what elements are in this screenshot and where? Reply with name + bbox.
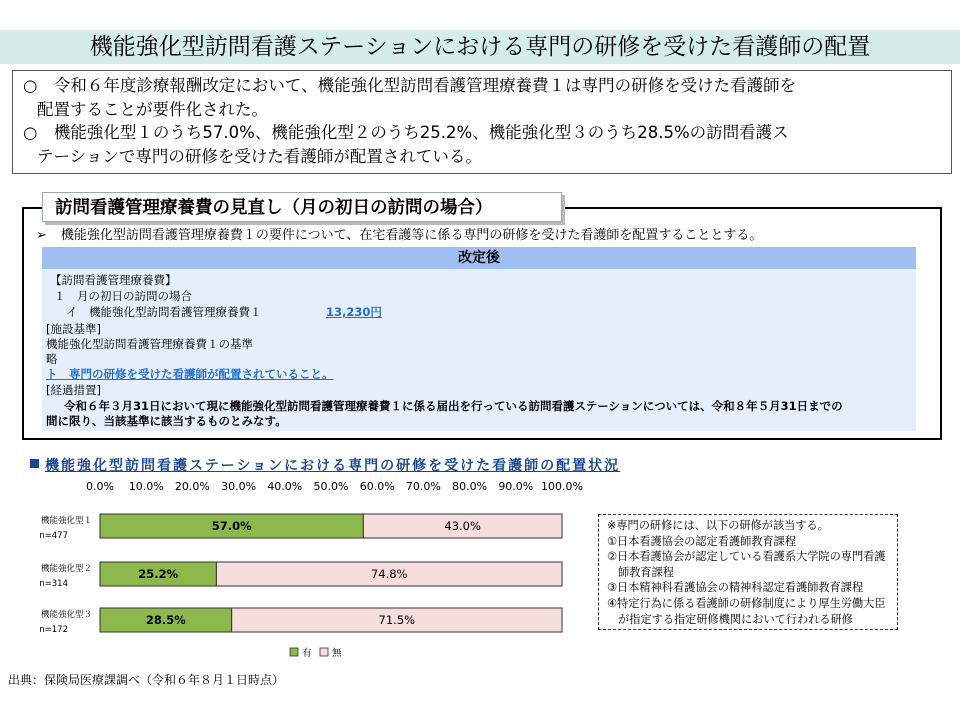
legend-swatch	[320, 648, 328, 656]
x-tick-label: 40.0%	[267, 480, 303, 493]
bar-value-label: 71.5%	[378, 613, 416, 627]
transition-label: [経過措置]	[46, 383, 101, 397]
bar-value-label: 25.2%	[138, 567, 179, 581]
bar-value-label: 74.8%	[370, 567, 408, 581]
category-n-label: n=172	[39, 625, 68, 635]
revision-body	[42, 269, 916, 431]
x-tick-label: 50.0%	[313, 480, 349, 493]
note-line: ④特定行為に係る看護師の研修制度により厚生労働大臣	[607, 596, 886, 610]
bar-value-label: 28.5%	[145, 613, 186, 627]
x-tick-label: 100.0%	[541, 480, 583, 493]
x-tick-label: 70.0%	[405, 480, 441, 493]
square-bullet-icon	[30, 459, 39, 468]
omitted-text: 略	[46, 352, 58, 366]
category-label: 機能強化型３	[40, 610, 92, 620]
chart-title: 機能強化型訪問看護ステーションにおける専門の研修を受けた看護師の配置状況	[30, 456, 620, 476]
fee-label: 【訪問看護管理療養費】	[50, 273, 177, 287]
panel-intro	[36, 227, 762, 245]
note-line: ①日本看護協会の認定看護師教育課程	[607, 534, 797, 548]
x-tick-label: 80.0%	[452, 480, 488, 493]
first-day-line: １ 月の初日の訪問の場合	[54, 289, 192, 303]
summary-item-1-line-2: 配置することが要件化された。	[37, 99, 268, 119]
arrow-bullet-icon: ➢	[36, 228, 47, 243]
note-line: ※専門の研修には、以下の研修が該当する。	[607, 519, 829, 532]
x-tick-label: 90.0%	[498, 480, 534, 493]
revision-header: 改定後	[42, 247, 916, 269]
stacked-bar-chart	[0, 470, 600, 670]
page-title: 機能強化型訪問看護ステーションにおける専門の研修を受けた看護師の配置	[89, 34, 871, 60]
title-bar	[0, 30, 960, 64]
new-requirement: ト 専門の研修を受けた看護師が配置されていること。	[46, 367, 334, 381]
note-box	[598, 514, 898, 630]
panel-heading-text: 訪問看護管理療養費の見直し（月の初日の訪問の場合）	[55, 198, 493, 218]
x-tick-label: 0.0%	[86, 480, 114, 493]
x-tick-label: 30.0%	[221, 480, 257, 493]
category-n-label: n=477	[39, 531, 68, 541]
x-tick-label: 20.0%	[174, 480, 210, 493]
note-line: ②日本看護協会が認定している看護系大学院の専門看護	[607, 550, 886, 564]
note-line: が指定する指定研修機関において行われる研修	[618, 612, 853, 626]
facility-label: [施設基準]	[46, 322, 101, 336]
panel-intro-text: 機能強化型訪問看護管理療養費１の要件について、在宅看護等に係る専門の研修を受けた看護師を配置することとする。	[60, 228, 763, 243]
note-line: ③日本精神科看護協会の精神科認定看護師教育課程	[607, 581, 864, 595]
item-i-line: イ 機能強化型訪問看護管理療養費１	[66, 305, 262, 319]
summary-item-2-line-1: ○ 機能強化型１のうち57.0%、機能強化型２のうち25.2%、機能強化型３のうち28.5%の訪問看護ス	[23, 123, 789, 142]
legend-swatch	[290, 648, 298, 656]
summary-item-2-line-2: テーションで専門の研修を受けた看護師が配置されている。	[37, 146, 482, 166]
bar-value-label: 43.0%	[444, 519, 481, 533]
category-label: 機能強化型１	[40, 516, 92, 526]
transition-line-2: 間に限り、当該基準に該当するものとみなす。	[46, 414, 287, 428]
legend-label: 有	[302, 648, 312, 659]
category-n-label: n=314	[39, 579, 68, 589]
legend-label: 無	[332, 648, 342, 659]
x-tick-label: 10.0%	[128, 480, 164, 493]
fee-amount: 13,230円	[326, 305, 382, 319]
note-line: 師教育課程	[618, 565, 674, 579]
facility-standard: 機能強化型訪問看護管理療養費１の基準	[46, 337, 253, 351]
transition-line-1: 令和６年３月31日において現に機能強化型訪問看護管理療養費１に係る届出を行っている訪問看護ステーションについては、令和８年５月31日までの	[64, 399, 843, 413]
source-note: 出典：保険局医療課調べ（令和６年８月１日時点）	[8, 673, 285, 687]
bar-value-label: 57.0%	[211, 519, 252, 533]
panel-heading	[42, 192, 562, 222]
category-label: 機能強化型２	[40, 564, 92, 574]
x-tick-label: 60.0%	[359, 480, 395, 493]
summary-item-1-line-1: ○ 令和６年度診療報酬改定において、機能強化型訪問看護管理療養費１は専門の研修を受けた看護師を	[23, 76, 797, 95]
summary-box	[12, 70, 952, 174]
